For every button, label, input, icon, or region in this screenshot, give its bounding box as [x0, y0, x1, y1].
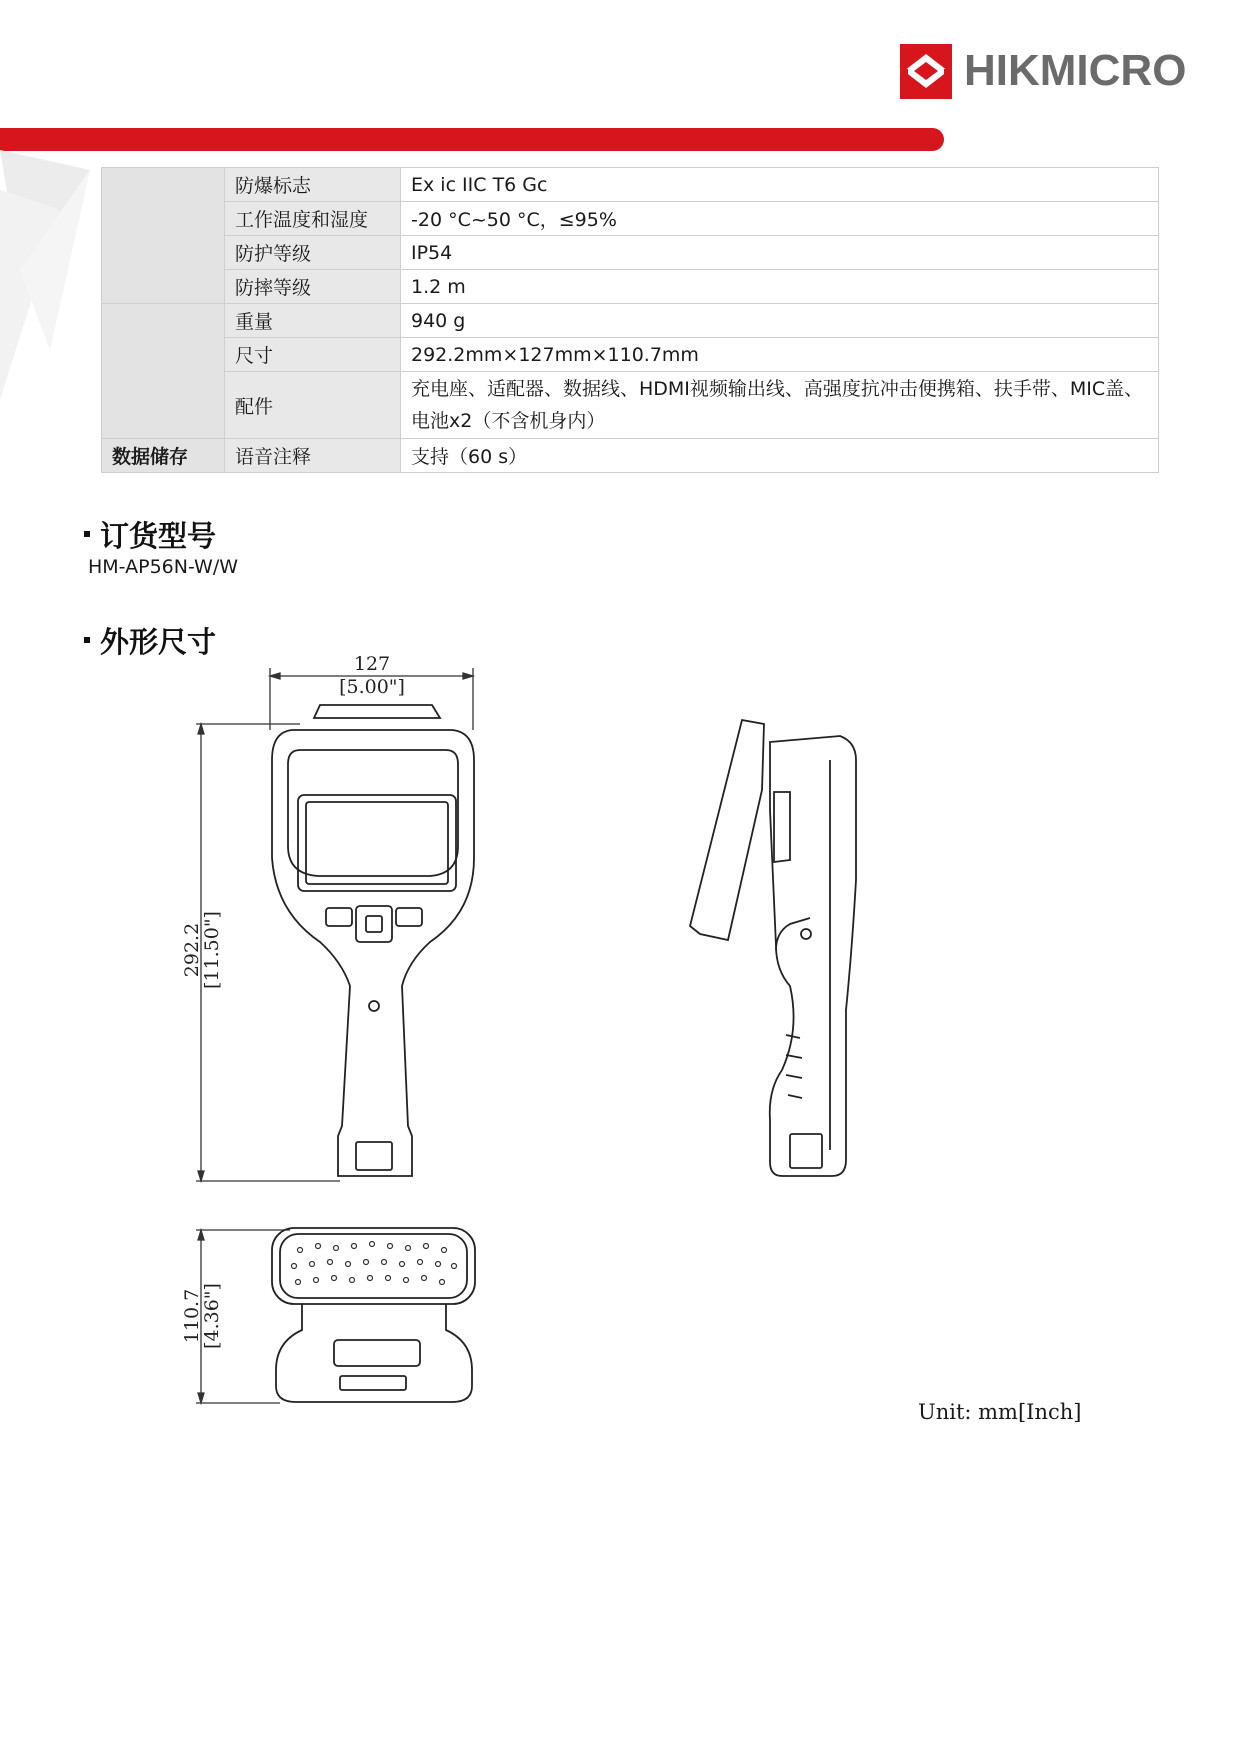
- order-model: HM-AP56N-W/W: [88, 556, 239, 578]
- order-section-title: [84, 514, 216, 555]
- spec-value-line: 充电座、适配器、数据线、HDMI视频输出线、高强度抗冲击便携箱、扶手带、MIC盖、: [411, 378, 1144, 400]
- front-view-drawing: [272, 705, 474, 1176]
- table-row: [102, 439, 1159, 473]
- spec-key: 防摔等级: [225, 270, 401, 304]
- category-cell: 数据储存: [102, 439, 225, 473]
- unit-label: Unit: mm[Inch]: [918, 1400, 1082, 1424]
- spec-value: Ex ic IIC T6 Gc: [401, 168, 1159, 202]
- table-row: [102, 168, 1159, 202]
- bottom-view-drawing: [272, 1228, 475, 1402]
- spec-value: 支持（60 s）: [401, 439, 1159, 473]
- table-row: [102, 372, 1159, 439]
- table-row: [102, 202, 1159, 236]
- depth-inch-label: [4.36"]: [201, 1283, 223, 1349]
- height-mm-label: 292.2: [181, 922, 203, 978]
- decorative-shard-graphic: [0, 150, 100, 400]
- spec-value: 1.2 m: [401, 270, 1159, 304]
- spec-value: [401, 372, 1159, 439]
- table-row: [102, 338, 1159, 372]
- table-row: [102, 304, 1159, 338]
- dimension-drawings: [0, 650, 1240, 1450]
- depth-mm-label: 110.7: [181, 1288, 203, 1344]
- width-inch-label: [5.00"]: [339, 676, 405, 698]
- spec-table: [101, 167, 1159, 473]
- vent-holes: [292, 1242, 457, 1285]
- header-red-bar: [0, 128, 944, 151]
- spec-value: -20 °C~50 °C，≤95%: [401, 202, 1159, 236]
- spec-value: 292.2mm×127mm×110.7mm: [401, 338, 1159, 372]
- brand-name: HIKMICRO: [964, 46, 1187, 95]
- spec-key: 配件: [225, 372, 401, 439]
- table-row: [102, 236, 1159, 270]
- spec-key: 尺寸: [225, 338, 401, 372]
- category-cell: [102, 168, 225, 304]
- spec-value-line: 电池x2（不含机身内）: [411, 410, 606, 432]
- hikmicro-logo-icon: [900, 44, 952, 99]
- spec-value: IP54: [401, 236, 1159, 270]
- bullet-icon: [84, 637, 90, 643]
- spec-key: 工作温度和湿度: [225, 202, 401, 236]
- spec-key: 防爆标志: [225, 168, 401, 202]
- table-row: [102, 270, 1159, 304]
- spec-key: 语音注释: [225, 439, 401, 473]
- width-mm-label: 127: [353, 653, 391, 675]
- order-title-text: 订货型号: [100, 519, 217, 553]
- brand-logo: [900, 44, 1187, 102]
- spec-value: 940 g: [401, 304, 1159, 338]
- bullet-icon: [84, 531, 90, 537]
- dimensions-title-text: 外形尺寸: [100, 625, 217, 659]
- spec-key: 重量: [225, 304, 401, 338]
- spec-key: 防护等级: [225, 236, 401, 270]
- side-view-drawing: [690, 720, 856, 1176]
- height-inch-label: [11.50"]: [201, 911, 223, 989]
- category-cell: [102, 304, 225, 439]
